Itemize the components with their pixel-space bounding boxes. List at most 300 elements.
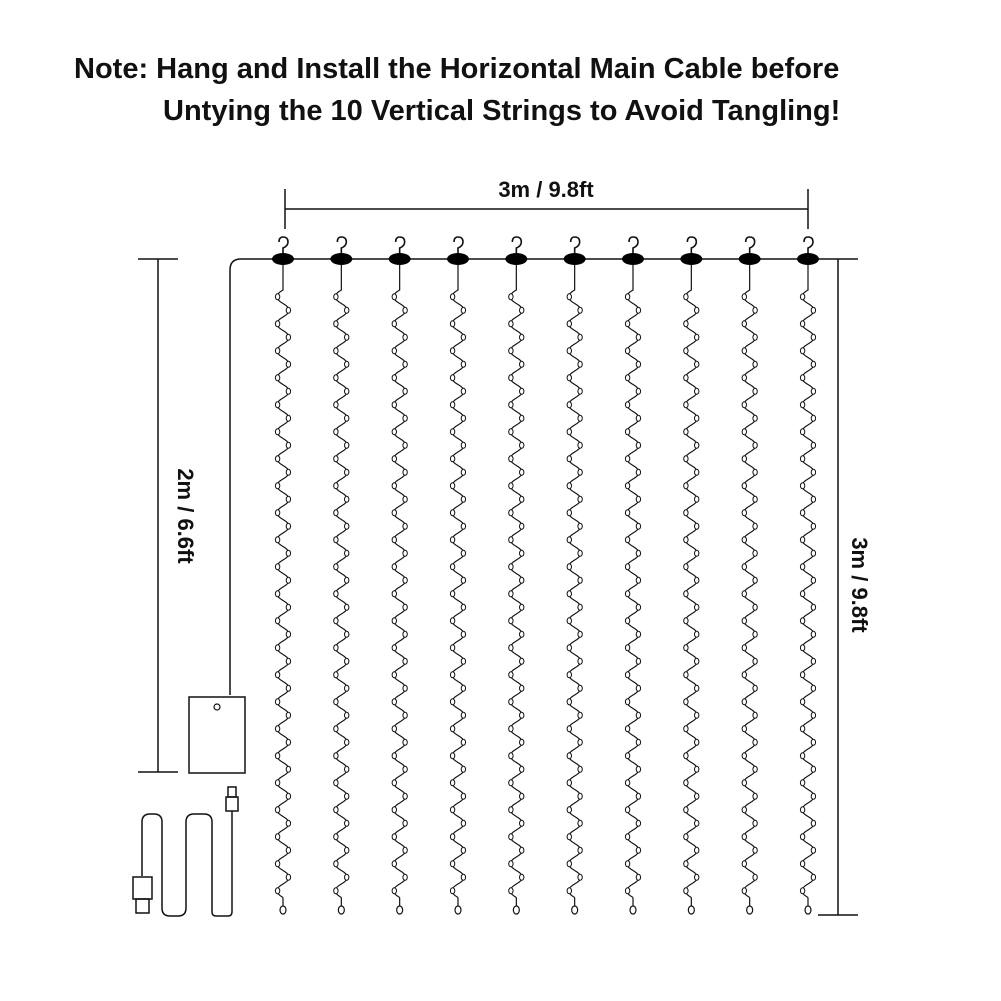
led-bead (345, 550, 349, 556)
led-bead (636, 766, 640, 772)
led-bead (334, 294, 338, 300)
led-bead (753, 658, 757, 664)
led-bead (286, 847, 290, 853)
end-bead (280, 906, 286, 914)
led-bead (800, 348, 804, 354)
led-bead (520, 766, 524, 772)
led-bead (286, 766, 290, 772)
led-bead (695, 820, 699, 826)
light-string (564, 237, 586, 914)
led-bead (567, 726, 571, 732)
led-bead (509, 645, 513, 651)
led-bead (742, 726, 746, 732)
led-bead (800, 429, 804, 435)
led-bead (509, 510, 513, 516)
led-bead (345, 496, 349, 502)
led-bead (403, 739, 407, 745)
led-bead (567, 510, 571, 516)
led-bead (392, 618, 396, 624)
led-bead (753, 388, 757, 394)
note-line-1: Note: Hang and Install the Horizontal Main Cable before (74, 53, 840, 85)
end-bead (805, 906, 811, 914)
led-bead (392, 591, 396, 597)
led-bead (742, 672, 746, 678)
led-bead (286, 604, 290, 610)
led-bead (753, 712, 757, 718)
led-bead (625, 753, 629, 759)
led-bead (275, 591, 279, 597)
led-bead (578, 334, 582, 340)
light-string (505, 237, 527, 914)
led-bead (450, 807, 454, 813)
end-bead (513, 906, 519, 914)
hook-icon (687, 237, 696, 254)
led-bead (567, 294, 571, 300)
led-bead (753, 793, 757, 799)
led-bead (800, 456, 804, 462)
led-bead (811, 604, 815, 610)
led-bead (334, 510, 338, 516)
led-bead (567, 861, 571, 867)
led-bead (286, 442, 290, 448)
led-bead (567, 537, 571, 543)
led-bead (684, 510, 688, 516)
clip-icon (797, 253, 819, 265)
led-bead (286, 361, 290, 367)
left-height-dimension (138, 259, 178, 772)
led-bead (742, 861, 746, 867)
led-bead (800, 618, 804, 624)
led-bead (403, 712, 407, 718)
led-bead (742, 456, 746, 462)
led-bead (392, 753, 396, 759)
led-bead (403, 496, 407, 502)
led-bead (742, 375, 746, 381)
led-bead (520, 820, 524, 826)
led-bead (742, 645, 746, 651)
led-bead (392, 861, 396, 867)
led-bead (578, 469, 582, 475)
led-bead (392, 834, 396, 840)
led-bead (334, 834, 338, 840)
led-bead (345, 712, 349, 718)
led-bead (800, 591, 804, 597)
led-bead (345, 847, 349, 853)
led-bead (695, 523, 699, 529)
led-bead (392, 699, 396, 705)
led-bead (567, 348, 571, 354)
led-bead (334, 726, 338, 732)
led-bead (684, 456, 688, 462)
led-bead (461, 415, 465, 421)
led-bead (625, 591, 629, 597)
led-bead (684, 888, 688, 894)
led-bead (811, 793, 815, 799)
led-bead (450, 672, 454, 678)
led-bead (695, 658, 699, 664)
led-bead (509, 672, 513, 678)
led-bead (636, 685, 640, 691)
led-bead (636, 388, 640, 394)
led-bead (636, 631, 640, 637)
light-string (389, 237, 411, 914)
controller-box (189, 697, 245, 773)
led-bead (461, 577, 465, 583)
led-bead (742, 753, 746, 759)
led-bead (695, 685, 699, 691)
led-bead (811, 577, 815, 583)
led-bead (800, 699, 804, 705)
led-bead (461, 793, 465, 799)
led-bead (334, 807, 338, 813)
vertical-strings (272, 237, 819, 914)
led-bead (461, 307, 465, 313)
led-bead (450, 429, 454, 435)
led-bead (450, 861, 454, 867)
led-bead (625, 348, 629, 354)
width-dimension-label: 3m / 9.8ft (498, 177, 594, 202)
led-bead (567, 699, 571, 705)
led-bead (753, 739, 757, 745)
led-bead (392, 537, 396, 543)
led-bead (461, 685, 465, 691)
led-bead (509, 699, 513, 705)
led-bead (403, 469, 407, 475)
led-bead (345, 604, 349, 610)
led-bead (509, 402, 513, 408)
led-bead (286, 685, 290, 691)
hook-icon (279, 237, 288, 254)
led-bead (800, 726, 804, 732)
led-bead (461, 766, 465, 772)
led-bead (684, 564, 688, 570)
led-bead (509, 456, 513, 462)
led-bead (286, 496, 290, 502)
led-bead (450, 483, 454, 489)
led-bead (403, 847, 407, 853)
led-bead (695, 766, 699, 772)
led-bead (625, 564, 629, 570)
led-bead (695, 874, 699, 880)
led-bead (450, 321, 454, 327)
led-bead (684, 537, 688, 543)
led-bead (567, 564, 571, 570)
led-bead (461, 550, 465, 556)
end-bead (397, 906, 403, 914)
led-bead (520, 442, 524, 448)
led-bead (345, 631, 349, 637)
led-bead (403, 631, 407, 637)
led-bead (403, 658, 407, 664)
led-bead (286, 739, 290, 745)
hook-icon (337, 237, 346, 254)
led-bead (334, 888, 338, 894)
led-bead (334, 861, 338, 867)
led-bead (286, 874, 290, 880)
led-bead (625, 456, 629, 462)
led-bead (684, 294, 688, 300)
led-bead (636, 361, 640, 367)
led-bead (520, 577, 524, 583)
led-bead (461, 469, 465, 475)
led-bead (345, 334, 349, 340)
led-bead (392, 294, 396, 300)
led-bead (403, 523, 407, 529)
led-bead (742, 348, 746, 354)
led-bead (286, 334, 290, 340)
end-bead (747, 906, 753, 914)
led-bead (684, 753, 688, 759)
led-bead (578, 658, 582, 664)
led-bead (520, 388, 524, 394)
led-bead (567, 780, 571, 786)
led-bead (345, 415, 349, 421)
led-bead (567, 375, 571, 381)
led-bead (684, 429, 688, 435)
led-bead (392, 780, 396, 786)
led-bead (684, 834, 688, 840)
led-bead (625, 429, 629, 435)
led-bead (567, 888, 571, 894)
led-bead (403, 550, 407, 556)
hook-icon (512, 237, 521, 254)
led-bead (578, 550, 582, 556)
led-bead (811, 712, 815, 718)
led-bead (286, 577, 290, 583)
led-bead (753, 415, 757, 421)
led-bead (684, 672, 688, 678)
light-string (447, 237, 469, 914)
led-bead (275, 402, 279, 408)
led-bead (636, 307, 640, 313)
led-bead (275, 429, 279, 435)
led-bead (695, 496, 699, 502)
led-bead (636, 415, 640, 421)
led-bead (625, 672, 629, 678)
led-bead (392, 510, 396, 516)
led-bead (695, 550, 699, 556)
led-bead (520, 361, 524, 367)
led-bead (334, 348, 338, 354)
led-bead (275, 645, 279, 651)
led-bead (567, 645, 571, 651)
led-bead (334, 456, 338, 462)
right-height-label: 3m / 9.8ft (847, 537, 872, 633)
led-bead (520, 334, 524, 340)
led-bead (334, 618, 338, 624)
led-bead (800, 672, 804, 678)
led-bead (800, 780, 804, 786)
led-bead (684, 780, 688, 786)
led-bead (520, 874, 524, 880)
led-bead (345, 739, 349, 745)
end-bead (455, 906, 461, 914)
led-bead (578, 415, 582, 421)
led-bead (625, 402, 629, 408)
led-bead (684, 348, 688, 354)
led-bead (742, 321, 746, 327)
led-bead (275, 618, 279, 624)
led-bead (275, 861, 279, 867)
led-bead (275, 699, 279, 705)
led-bead (742, 618, 746, 624)
led-bead (275, 483, 279, 489)
led-bead (578, 847, 582, 853)
led-bead (520, 604, 524, 610)
end-bead (630, 906, 636, 914)
led-bead (286, 388, 290, 394)
led-bead (684, 726, 688, 732)
end-bead (572, 906, 578, 914)
led-bead (578, 361, 582, 367)
led-bead (520, 469, 524, 475)
led-bead (450, 402, 454, 408)
led-bead (578, 604, 582, 610)
led-bead (625, 834, 629, 840)
led-bead (509, 807, 513, 813)
led-bead (636, 577, 640, 583)
led-bead (509, 564, 513, 570)
led-bead (811, 739, 815, 745)
led-bead (567, 321, 571, 327)
led-bead (450, 375, 454, 381)
led-bead (625, 807, 629, 813)
led-bead (392, 888, 396, 894)
led-bead (403, 766, 407, 772)
hook-icon (571, 237, 580, 254)
led-bead (509, 537, 513, 543)
led-bead (636, 739, 640, 745)
led-bead (461, 523, 465, 529)
led-bead (753, 442, 757, 448)
led-bead (753, 604, 757, 610)
led-bead (742, 834, 746, 840)
led-bead (275, 564, 279, 570)
led-bead (275, 294, 279, 300)
led-bead (345, 361, 349, 367)
led-bead (684, 645, 688, 651)
led-bead (742, 699, 746, 705)
led-bead (684, 402, 688, 408)
led-bead (636, 496, 640, 502)
led-bead (334, 645, 338, 651)
led-bead (578, 820, 582, 826)
led-bead (753, 334, 757, 340)
led-bead (800, 537, 804, 543)
led-bead (684, 807, 688, 813)
led-bead (275, 726, 279, 732)
led-bead (509, 294, 513, 300)
led-bead (286, 793, 290, 799)
led-bead (275, 834, 279, 840)
light-string (272, 237, 294, 914)
led-bead (567, 672, 571, 678)
led-bead (286, 820, 290, 826)
led-bead (753, 523, 757, 529)
led-bead (461, 496, 465, 502)
led-bead (625, 780, 629, 786)
led-bead (392, 645, 396, 651)
led-bead (800, 888, 804, 894)
led-bead (695, 388, 699, 394)
led-bead (392, 726, 396, 732)
led-bead (742, 888, 746, 894)
hook-icon (629, 237, 638, 254)
led-bead (392, 348, 396, 354)
led-bead (695, 604, 699, 610)
led-bead (520, 739, 524, 745)
led-bead (520, 631, 524, 637)
hook-icon (746, 237, 755, 254)
led-bead (403, 442, 407, 448)
led-bead (334, 699, 338, 705)
led-bead (461, 604, 465, 610)
led-bead (636, 523, 640, 529)
led-bead (334, 537, 338, 543)
led-bead (286, 307, 290, 313)
led-bead (811, 307, 815, 313)
usb-power-cable (133, 787, 238, 916)
led-bead (811, 361, 815, 367)
led-bead (392, 321, 396, 327)
led-bead (403, 685, 407, 691)
led-bead (800, 861, 804, 867)
led-bead (403, 874, 407, 880)
led-bead (811, 415, 815, 421)
led-bead (275, 348, 279, 354)
led-bead (567, 402, 571, 408)
note-line-2: Untying the 10 Vertical Strings to Avoid Tangling! (163, 95, 841, 127)
led-bead (450, 618, 454, 624)
led-bead (625, 537, 629, 543)
led-bead (450, 780, 454, 786)
led-bead (578, 523, 582, 529)
led-bead (800, 834, 804, 840)
led-bead (684, 618, 688, 624)
led-bead (811, 685, 815, 691)
led-bead (811, 496, 815, 502)
led-bead (811, 631, 815, 637)
led-bead (800, 564, 804, 570)
led-bead (695, 739, 699, 745)
led-bead (275, 753, 279, 759)
led-bead (742, 483, 746, 489)
led-bead (345, 766, 349, 772)
led-bead (334, 591, 338, 597)
clip-icon (622, 253, 644, 265)
clip-icon (505, 253, 527, 265)
led-bead (800, 294, 804, 300)
led-bead (403, 307, 407, 313)
led-bead (800, 483, 804, 489)
led-bead (392, 456, 396, 462)
main-cable (230, 259, 812, 695)
led-bead (684, 861, 688, 867)
led-bead (684, 321, 688, 327)
led-bead (800, 375, 804, 381)
led-bead (695, 847, 699, 853)
led-bead (509, 348, 513, 354)
led-bead (625, 645, 629, 651)
led-bead (286, 415, 290, 421)
led-bead (509, 375, 513, 381)
led-bead (800, 645, 804, 651)
led-bead (636, 712, 640, 718)
led-bead (286, 469, 290, 475)
led-bead (742, 537, 746, 543)
hook-icon (454, 237, 463, 254)
led-bead (509, 726, 513, 732)
